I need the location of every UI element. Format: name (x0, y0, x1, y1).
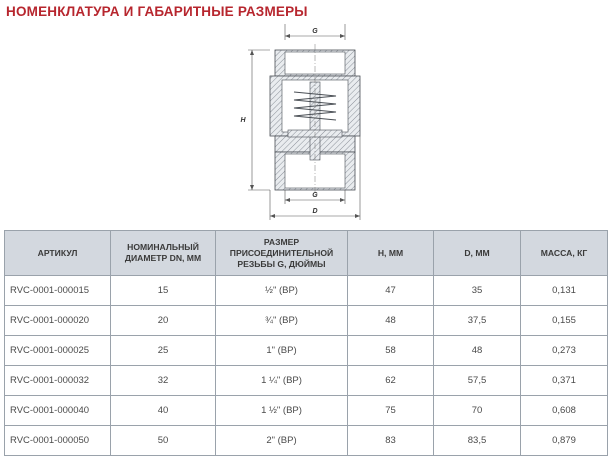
g-top-label: G (312, 28, 318, 35)
d-label: D (312, 208, 318, 215)
cell-thread: ¾" (ВР) (216, 306, 348, 336)
cell-mass: 0,608 (521, 396, 608, 426)
cell-h: 48 (348, 306, 434, 336)
table-row (5, 336, 608, 366)
g-bottom-dimension (285, 190, 345, 204)
cell-thread: 1 ½" (ВР) (216, 396, 348, 426)
cell-d: 70 (434, 396, 521, 426)
header-mass: МАССА, КГ (521, 231, 608, 276)
header-sku: АРТИКУЛ (5, 231, 111, 276)
page-title: НОМЕНКЛАТУРА И ГАБАРИТНЫЕ РАЗМЕРЫ (6, 4, 308, 19)
table-row (5, 306, 608, 336)
cell-sku: RVC-0001-000015 (5, 276, 111, 306)
header-thread: РАЗМЕР ПРИСОЕДИНИТЕЛЬНОЙ РЕЗЬБЫ G, ДЮЙМЫ (216, 231, 348, 276)
cell-mass: 0,371 (521, 366, 608, 396)
cell-d: 83,5 (434, 426, 521, 456)
table-row (5, 396, 608, 426)
cell-h: 47 (348, 276, 434, 306)
header-h: H, ММ (348, 231, 434, 276)
cell-dn: 40 (111, 396, 216, 426)
cell-sku: RVC-0001-000040 (5, 396, 111, 426)
cell-d: 57,5 (434, 366, 521, 396)
cell-h: 58 (348, 336, 434, 366)
cell-mass: 0,155 (521, 306, 608, 336)
cell-dn: 20 (111, 306, 216, 336)
specification-table (4, 230, 608, 456)
table-row (5, 366, 608, 396)
cell-d: 37,5 (434, 306, 521, 336)
h-label: H (240, 117, 246, 124)
cell-mass: 0,131 (521, 276, 608, 306)
header-dn: НОМИНАЛЬНЫЙ ДИАМЕТР DN, ММ (111, 231, 216, 276)
cell-h: 83 (348, 426, 434, 456)
cell-dn: 25 (111, 336, 216, 366)
cell-thread: ½" (ВР) (216, 276, 348, 306)
cell-sku: RVC-0001-000020 (5, 306, 111, 336)
cell-mass: 0,879 (521, 426, 608, 456)
cell-dn: 50 (111, 426, 216, 456)
table-header-row (5, 231, 608, 276)
table-row (5, 276, 608, 306)
cell-thread: 1 ¼" (ВР) (216, 366, 348, 396)
cell-mass: 0,273 (521, 336, 608, 366)
cell-h: 62 (348, 366, 434, 396)
cell-dn: 15 (111, 276, 216, 306)
cell-sku: RVC-0001-000025 (5, 336, 111, 366)
cell-d: 48 (434, 336, 521, 366)
header-d: D, ММ (434, 231, 521, 276)
cell-h: 75 (348, 396, 434, 426)
g-bottom-label: G (312, 192, 318, 199)
cell-thread: 2" (ВР) (216, 426, 348, 456)
cell-thread: 1" (ВР) (216, 336, 348, 366)
cell-dn: 32 (111, 366, 216, 396)
h-dimension (240, 50, 270, 190)
cell-d: 35 (434, 276, 521, 306)
g-top-dimension (285, 24, 345, 40)
cell-sku: RVC-0001-000032 (5, 366, 111, 396)
valve-body (270, 44, 360, 196)
cell-sku: RVC-0001-000050 (5, 426, 111, 456)
table-row (5, 426, 608, 456)
valve-dimension-drawing (230, 22, 380, 222)
